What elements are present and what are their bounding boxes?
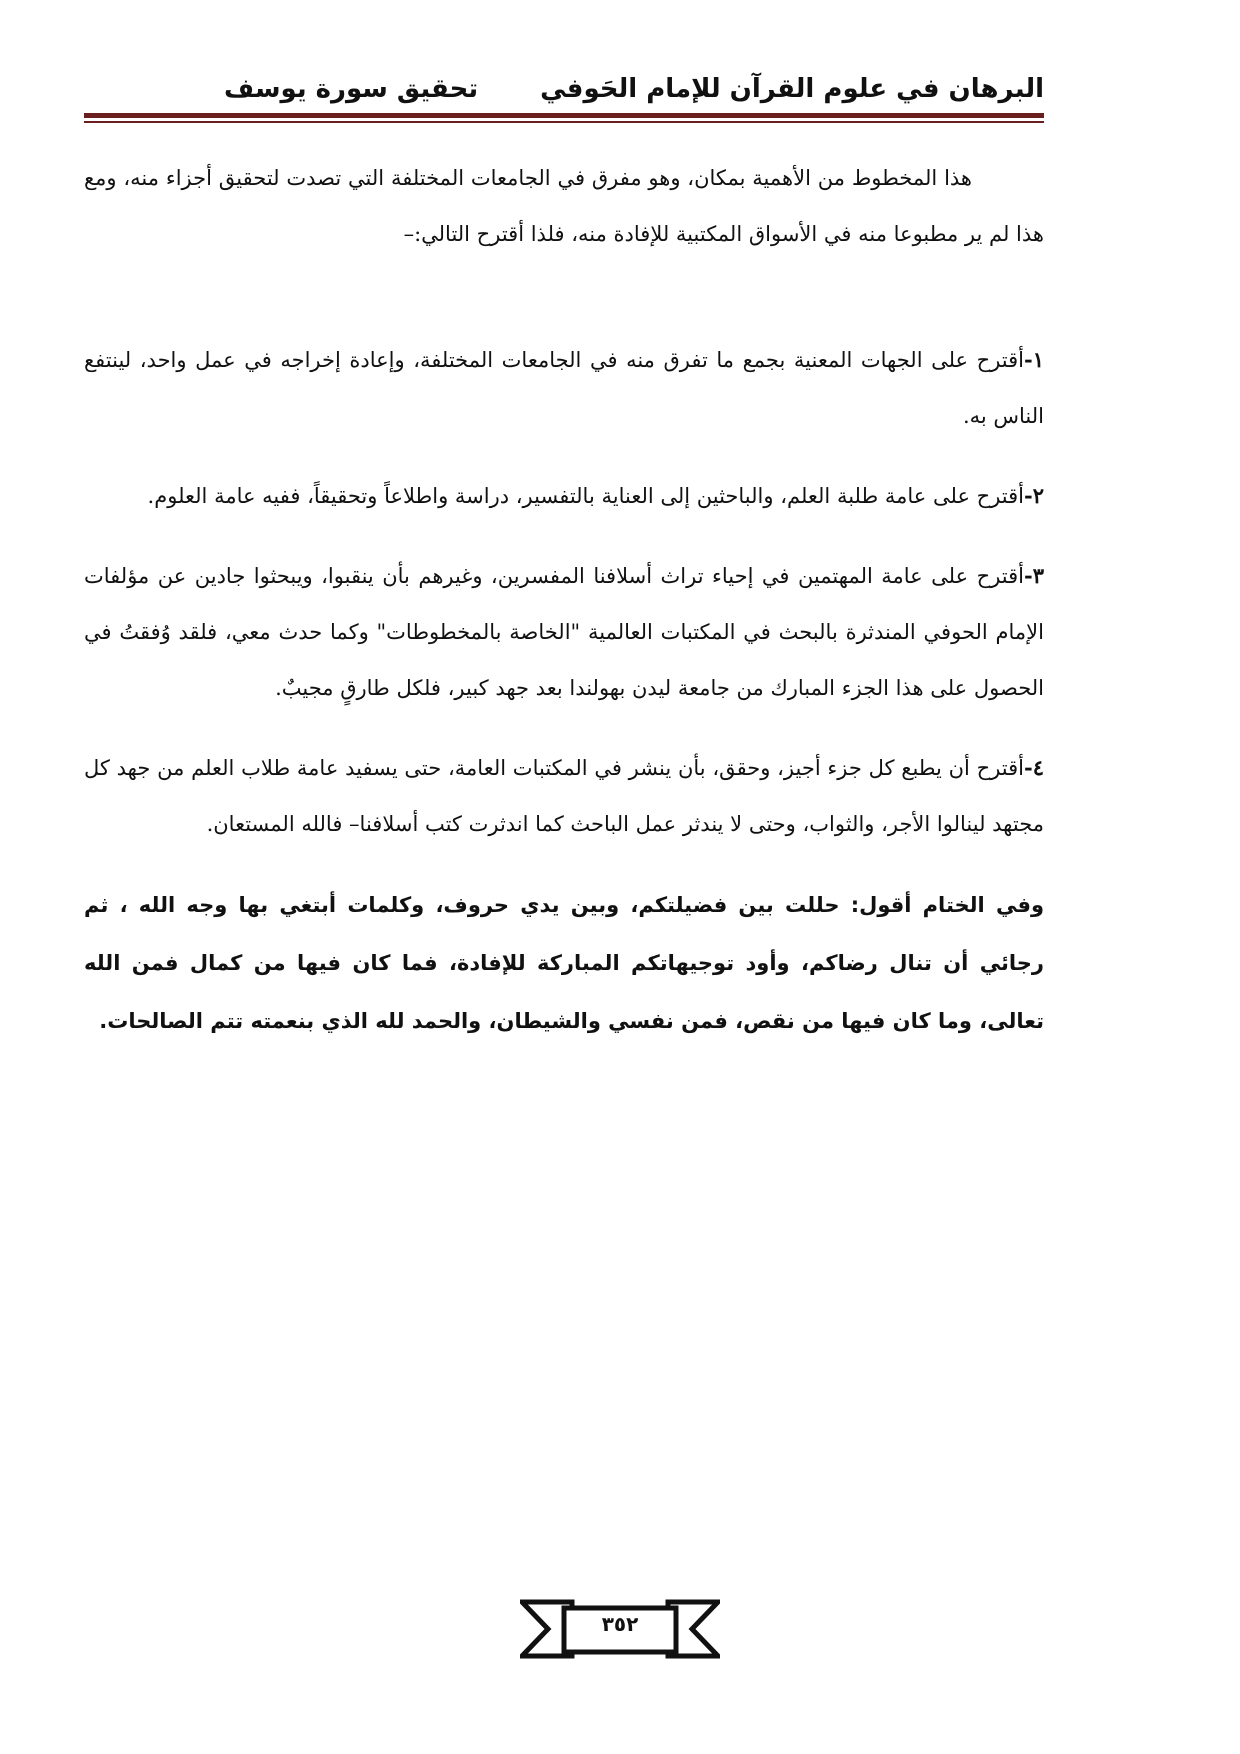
- section-title: تحقيق سورة يوسف: [224, 74, 479, 104]
- header-rule-thick: [84, 113, 1044, 118]
- list-item: [84, 740, 1044, 852]
- list-item: [84, 332, 1044, 444]
- list-item-number: ٢-: [1024, 483, 1044, 508]
- list-item-text: أقترح على عامة طلبة العلم، والباحثين إلى العناية بالتفسير، دراسة واطلاعاً وتحقيقاً، ففيه عامة العلوم.: [147, 484, 1024, 508]
- book-title: البرهان في علوم القرآن للإمام الحَوفي: [540, 74, 1044, 104]
- page-number-badge: [520, 1598, 720, 1660]
- list-item-text: أقترح على عامة المهتمين في إحياء تراث أسلافنا المفسرين، وغيرهم بأن ينقبوا، ويبحثوا جادين عن مؤلفات الإمام الحوفي المندثرة بالبحث في المكتبات العالمية "الخاصة بالمخطوطات" وكما حدث معي، فلقد وُفقتُ في الحصول على هذا الجزء المبارك من جامعة ليدن بهولندا بعد جهد كبير، فلكل طارقٍ مجيبٌ.: [84, 564, 1044, 700]
- list-item: [84, 548, 1044, 716]
- list-item-number: ٣-: [1024, 563, 1044, 588]
- page-number: ٣٥٢: [601, 1612, 639, 1636]
- closing-paragraph: وفي الختام أقول: حللت بين فضيلتكم، وبين يدي حروف، وكلمات أبتغي بها وجه الله ، ثم رجائي أن تنال رضاكم، وأود توجيهاتكم المباركة للإفادة، فما كان فيها من كمال فمن الله تعالى، وما كان فيها من نقص، فمن نفسي والشيطان، والحمد لله الذي بنعمته تتم الصالحات.: [84, 893, 1044, 1033]
- list-item-number: ٤-: [1024, 755, 1044, 780]
- page-body: [84, 150, 1044, 1071]
- recommendations-list: [84, 332, 1044, 852]
- list-item-text: أقترح أن يطبع كل جزء أجيز، وحقق، بأن ينشر في المكتبات العامة، حتى يسفيد عامة طلاب العلم من جهد كل مجتهد لينالوا الأجر، والثواب، وحتى لا يندثر عمل الباحث كما اندثرت كتب أسلافنا– فالله المستعان.: [84, 756, 1044, 836]
- list-item-text: أقترح على الجهات المعنية بجمع ما تفرق منه في الجامعات المختلفة، وإعادة إخراجه في عمل واحد، لينتفع الناس به.: [84, 348, 1044, 428]
- intro-paragraph: هذا المخطوط من الأهمية بمكان، وهو مفرق في الجامعات المختلفة التي تصدت لتحقيق أجزاء منه، ومع هذا لم ير مطبوعا منه في الأسواق المكتبية للإفادة منه، فلذا أقترح التالي:–: [84, 166, 1044, 246]
- header-rule-thin: [84, 121, 1044, 123]
- running-header: [84, 66, 1044, 116]
- list-item-number: ١-: [1024, 347, 1044, 372]
- list-item: [84, 468, 1044, 524]
